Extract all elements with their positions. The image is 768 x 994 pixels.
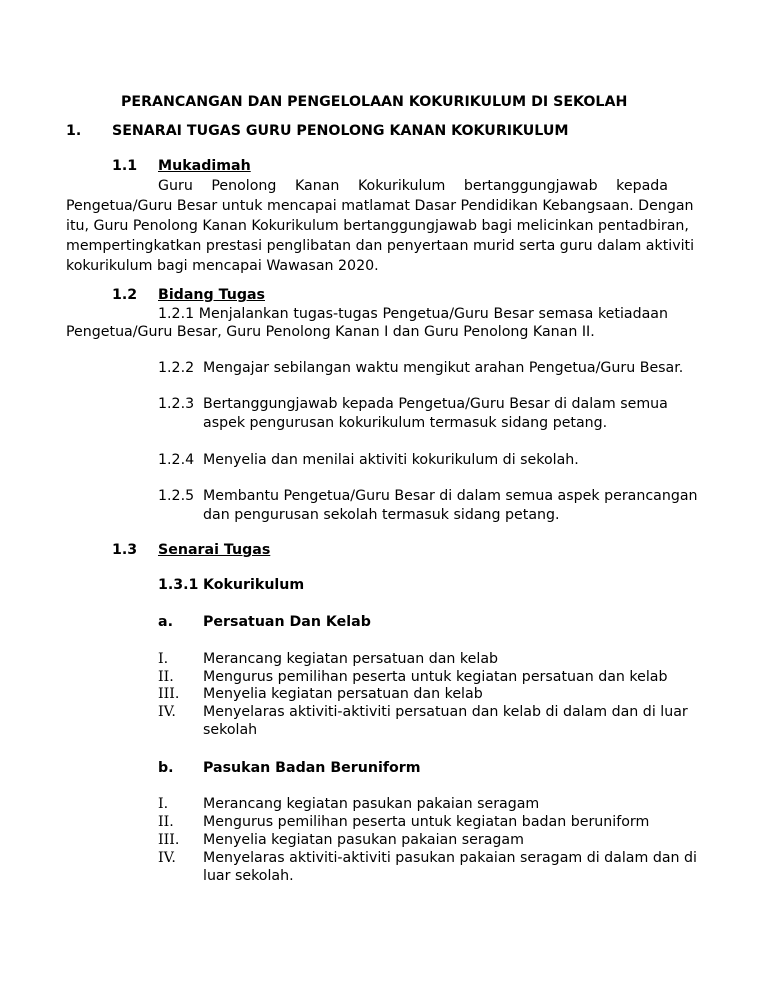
list-item-number: 1.2.2 (158, 360, 195, 376)
roman-numeral: III. (158, 686, 180, 702)
subsubsection-heading: Kokurikulum (203, 577, 305, 593)
section-heading: SENARAI TUGAS GURU PENOLONG KANAN KOKURIKULUM (112, 123, 569, 139)
list-item-number: 1.2.4 (158, 452, 195, 468)
list-item-1-2-1-line: Pengetua/Guru Besar, Guru Penolong Kanan I dan Guru Penolong Kanan II. (66, 324, 595, 340)
roman-numeral: II. (158, 669, 174, 685)
list-item-text: Menyelia dan menilai aktiviti kokurikulum di sekolah. (203, 452, 579, 468)
list-item-1-2-1-line: 1.2.1 Menjalankan tugas-tugas Pengetua/Guru Besar semasa ketiadaan (158, 306, 668, 322)
roman-numeral: IV. (158, 850, 176, 866)
list-item-text: Mengurus pemilihan peserta untuk kegiatan persatuan dan kelab (203, 669, 668, 685)
paragraph-line: Guru Penolong Kanan Kokurikulum bertanggungjawab kepada (158, 178, 668, 194)
list-item-text: Membantu Pengetua/Guru Besar di dalam semua aspek perancangan (203, 488, 698, 504)
list-item-text: Merancang kegiatan persatuan dan kelab (203, 651, 499, 667)
list-item-text: sekolah (203, 722, 258, 738)
list-item-text: Menyelaras aktiviti-aktiviti persatuan dan kelab di dalam dan di luar (203, 704, 688, 720)
subsection-heading-senarai-tugas: Senarai Tugas (158, 542, 271, 558)
roman-numeral: III. (158, 832, 180, 848)
list-item-number: 1.2.5 (158, 488, 195, 504)
subsection-number-1-3: 1.3 (112, 542, 138, 558)
subsubsection-number: 1.3.1 (158, 577, 199, 593)
subsection-heading-bidang-tugas: Bidang Tugas (158, 287, 265, 303)
group-heading: Pasukan Badan Beruniform (203, 760, 421, 776)
list-item-text: luar sekolah. (203, 868, 294, 884)
list-item-text: Mengurus pemilihan peserta untuk kegiatan badan beruniform (203, 814, 650, 830)
list-item-text: Menyelia kegiatan persatuan dan kelab (203, 686, 483, 702)
subsection-number-1-1: 1.1 (112, 158, 138, 174)
subsection-heading-mukadimah: Mukadimah (158, 158, 251, 174)
subsection-number-1-2: 1.2 (112, 287, 138, 303)
paragraph-line: mempertingkatkan prestasi penglibatan dan penyertaan murid serta guru dalam aktiviti (66, 238, 695, 254)
group-letter: b. (158, 760, 174, 776)
roman-numeral: II. (158, 814, 174, 830)
group-heading: Persatuan Dan Kelab (203, 614, 371, 630)
list-item-number: 1.2.3 (158, 396, 195, 412)
list-item-text: Bertanggungjawab kepada Pengetua/Guru Besar di dalam semua (203, 396, 668, 412)
roman-numeral: IV. (158, 704, 176, 720)
paragraph-line: itu, Guru Penolong Kanan Kokurikulum bertanggungjawab bagi melicinkan pentadbiran, (66, 218, 689, 234)
list-item-text: dan pengurusan sekolah termasuk sidang petang. (203, 507, 560, 523)
section-number: 1. (66, 123, 82, 139)
group-letter: a. (158, 614, 173, 630)
list-item-text: Mengajar sebilangan waktu mengikut arahan Pengetua/Guru Besar. (203, 360, 684, 376)
list-item-text: Menyelia kegiatan pasukan pakaian seragam (203, 832, 524, 848)
list-item-text: Menyelaras aktiviti-aktiviti pasukan pakaian seragam di dalam dan di (203, 850, 697, 866)
roman-numeral: I. (158, 796, 169, 812)
roman-numeral: I. (158, 651, 169, 667)
document-title: PERANCANGAN DAN PENGELOLAAN KOKURIKULUM DI SEKOLAH (121, 94, 628, 110)
list-item-text: aspek pengurusan kokurikulum termasuk sidang petang. (203, 415, 608, 431)
paragraph-line: Pengetua/Guru Besar untuk mencapai matlamat Dasar Pendidikan Kebangsaan. Dengan (66, 198, 694, 214)
list-item-text: Merancang kegiatan pasukan pakaian seragam (203, 796, 540, 812)
paragraph-line: kokurikulum bagi mencapai Wawasan 2020. (66, 258, 379, 274)
